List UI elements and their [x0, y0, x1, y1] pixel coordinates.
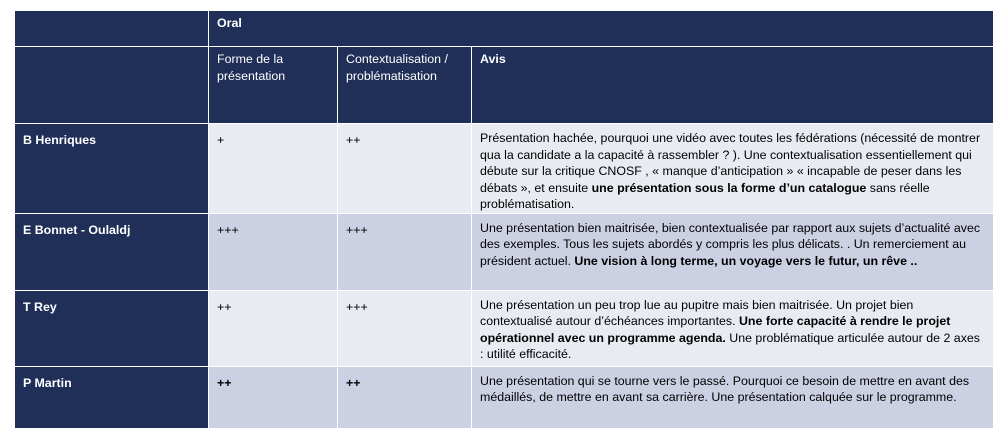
avis-segment-bold: une présentation sous la forme d’un catalogue	[591, 180, 867, 195]
evaluation-table	[14, 10, 994, 429]
context-rating: +++	[338, 213, 472, 290]
header-row-top	[15, 11, 994, 47]
forme-rating: +++	[209, 213, 338, 290]
candidate-name: T Rey	[15, 290, 209, 366]
avis-text	[472, 366, 994, 428]
candidate-name: P Martin	[15, 366, 209, 428]
context-rating: ++	[338, 124, 472, 214]
forme-rating: ++	[209, 366, 338, 428]
avis-segment: Une problématique articulée autour de 2 axes : utilité efficacité.	[480, 330, 980, 361]
forme-header: Forme de la présentation	[209, 47, 338, 124]
avis-segment: Une présentation bien maitrisée, bien contextualisée par rapport aux sujets d’actualité avec des exemples. Tous les sujets abordés y compris les plus délicats. . Un remerciement au président actuel.	[480, 220, 981, 268]
table-row	[15, 290, 994, 366]
header-corner-cell	[15, 11, 209, 47]
avis-segment: sans réelle problématisation.	[480, 180, 930, 211]
header-name-cell	[15, 47, 209, 124]
context-rating: ++	[338, 366, 472, 428]
avis-text	[472, 290, 994, 366]
avis-segment-bold: Une forte capacité à rendre le projet opérationnel avec un programme agenda.	[480, 314, 951, 345]
avis-text	[472, 124, 994, 214]
avis-segment: Une présentation un peu trop lue au pupitre mais bien maitrisée. Un projet bien contextualisé autour d’échéances importantes.	[480, 297, 914, 328]
avis-segment-bold: Une vision à long terme, un voyage vers le futur, un rêve ..	[574, 253, 918, 268]
table-row	[15, 124, 994, 214]
header-row-columns	[15, 47, 994, 124]
forme-rating: ++	[209, 290, 338, 366]
table-row	[15, 366, 994, 428]
candidate-name: E Bonnet - Oulaldj	[15, 213, 209, 290]
table-row	[15, 213, 994, 290]
avis-segment: Présentation hachée, pourquoi une vidéo avec toutes les fédérations (nécessité de montrer qua la candidate a la capacité à rassembler ? ). Une contextualisation essentiellement qui débute sur la critique CNOSF , « manque d’anticipation » « incapable de peser dans les débats », et ensuite	[480, 131, 981, 195]
avis-segment: Une présentation qui se tourne vers le passé. Pourquoi ce besoin de mettre en avant des médaillés, de mettre en avant sa carrière. Une présentation calquée sur le programme.	[480, 373, 970, 404]
candidate-name: B Henriques	[15, 124, 209, 214]
forme-rating: +	[209, 124, 338, 214]
oral-header: Oral	[209, 11, 994, 47]
avis-text	[472, 213, 994, 290]
avis-header: Avis	[472, 47, 994, 124]
context-header: Contextualisation / problématisation	[338, 47, 472, 124]
context-rating: +++	[338, 290, 472, 366]
